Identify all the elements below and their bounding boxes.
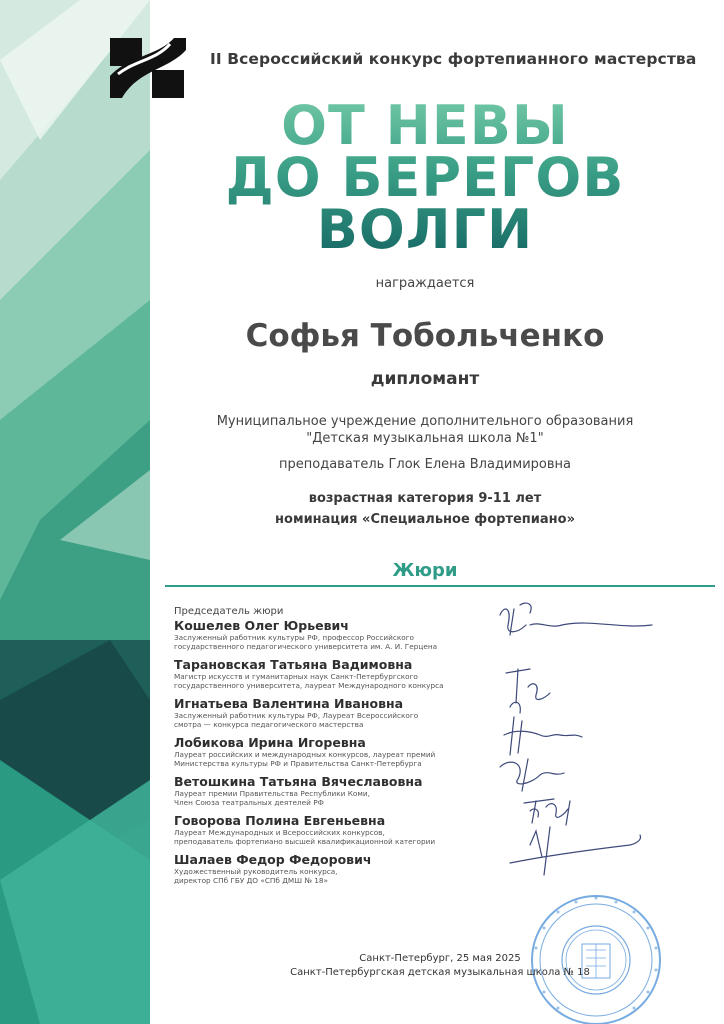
logo-mark-icon — [108, 36, 188, 102]
contest-name — [190, 94, 660, 261]
jury-member-name: Ветошкина Татьяна Вячеславовна — [174, 774, 423, 789]
jury-member-desc: Магистр искусств и гуманитарных наук Санкт-Петербургского — [174, 672, 418, 681]
jury-member-desc: Лауреат российских и международных конкурсов, лауреат премий — [174, 750, 436, 759]
contest-name-line-1: ОТ НЕВЫ — [281, 94, 569, 157]
jury-member-desc: Лауреат Международных и Всероссийских конкурсов, — [174, 828, 385, 837]
institution — [150, 413, 700, 447]
signatures — [470, 595, 670, 895]
contest-name-line-3: ВОЛГИ — [316, 198, 534, 261]
signature-icon — [500, 759, 564, 791]
jury-member-name: Шалаев Федор Федорович — [174, 852, 372, 867]
left-decorative-panel — [0, 0, 150, 1024]
jury-member — [174, 813, 504, 846]
jury-member-desc: Художественный руководитель конкурса, — [174, 867, 338, 876]
jury-member-desc: государственного педагогического университета им. А. И. Герцена — [174, 642, 438, 651]
jury-title: Жюри — [392, 560, 458, 581]
signature-icon — [506, 669, 550, 713]
jury-member — [174, 618, 504, 651]
signature-icon — [500, 603, 652, 635]
jury-member-desc: преподаватель фортепиано высшей квалификационной категории — [174, 837, 436, 846]
jury-member-name: Игнатьева Валентина Ивановна — [174, 696, 404, 711]
footer-school: Санкт-Петербургская детская музыкальная школа № 18 — [290, 967, 590, 978]
jury-divider — [165, 585, 715, 587]
signature-icon — [510, 827, 641, 875]
awarded-text: награждается — [375, 276, 475, 291]
award-rank: дипломант — [370, 369, 480, 389]
teacher: преподаватель Глок Елена Владимировна — [279, 457, 571, 472]
recipient-name: Софья Тобольченко — [245, 318, 605, 354]
jury-member-name: Лобикова Ирина Игоревна — [174, 735, 366, 750]
contest-name-line-2: ДО БЕРЕГОВ — [225, 146, 625, 209]
institution-line-1: Муниципальное учреждение дополнительного образования — [216, 414, 634, 429]
seal-stamp-icon — [516, 878, 666, 1024]
jury-member-name: Кошелев Олег Юрьевич — [174, 618, 349, 633]
jury-member — [174, 852, 504, 885]
jury-member-desc: Лауреат премии Правительства Республики Коми, — [174, 789, 370, 798]
category-block — [150, 488, 700, 530]
signature-icon — [524, 799, 570, 825]
jury-member-name: Тарановская Татьяна Вадимовна — [174, 657, 413, 672]
jury-member-desc: директор СПб ГБУ ДО «СПб ДМШ № 18» — [174, 876, 329, 885]
jury-member-desc: смотра — конкурса педагогического мастерства — [174, 720, 364, 729]
jury-member — [174, 735, 504, 768]
age-category: возрастная категория 9-11 лет — [308, 491, 542, 506]
jury-member — [174, 657, 504, 690]
jury-member-name: Говорова Полина Евгеньевна — [174, 813, 386, 828]
nomination: номинация «Специальное фортепиано» — [275, 512, 575, 527]
jury-member-desc: Член Союза театральных деятелей РФ — [174, 798, 324, 807]
institution-line-2: "Детская музыкальная школа №1" — [306, 431, 544, 446]
jury-member-desc: Министерства культуры РФ и Правительства Санкт-Петербурга — [174, 759, 422, 768]
jury-member-desc: Заслуженный работник культуры РФ, Лауреат Всероссийского — [174, 711, 419, 720]
jury-member-desc: Заслуженный работник культуры РФ, профессор Российского — [174, 633, 415, 642]
jury-list — [174, 606, 504, 891]
jury-member-desc: государственного университета, лауреат Международного конкурса — [174, 681, 444, 690]
chair-label: Председатель жюри — [174, 606, 284, 617]
jury-member — [174, 774, 504, 807]
signature-icon — [504, 717, 582, 755]
contest-title: II Всероссийский конкурс фортепианного мастерства — [210, 50, 697, 68]
jury-member — [174, 696, 504, 729]
footer-city-date: Санкт-Петербург, 25 мая 2025 — [359, 953, 521, 964]
